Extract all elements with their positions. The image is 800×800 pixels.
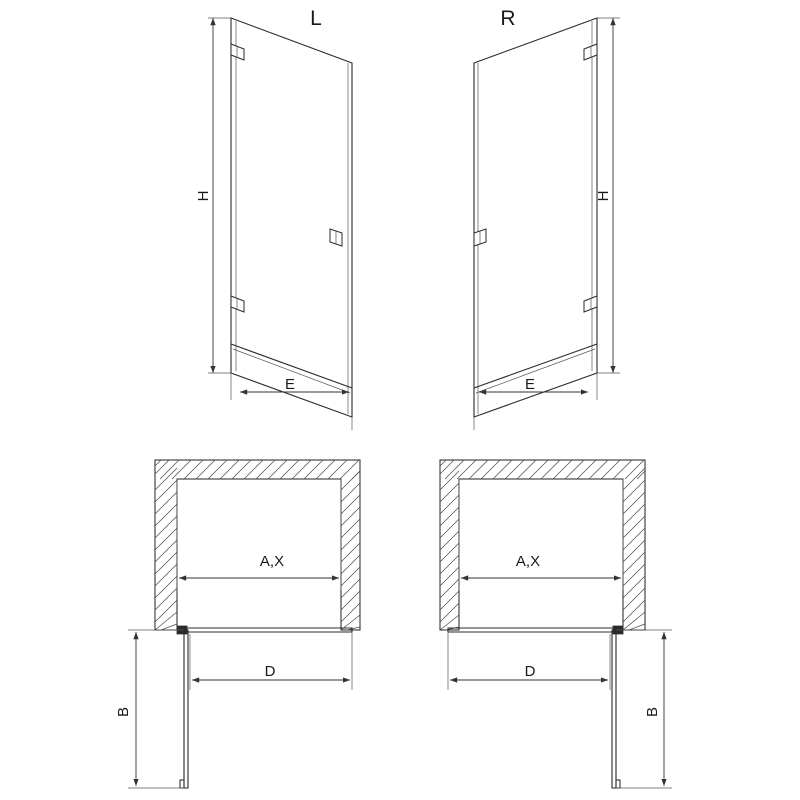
right-plan-door-dimension xyxy=(448,632,610,690)
right-variant-label: R xyxy=(500,7,516,30)
left-variant-label: L xyxy=(310,7,322,30)
left-plan-wall-outline xyxy=(155,460,360,630)
left-top-hinge-icon xyxy=(231,44,244,60)
left-height-label: H xyxy=(195,190,212,202)
left-plan-open-door-leaf xyxy=(184,630,188,788)
right-plan-opening-dimension xyxy=(459,479,623,590)
left-plan-wall-hatch xyxy=(155,460,360,630)
right-plan-swing-label: B xyxy=(644,706,661,718)
plan-left-view xyxy=(115,460,360,788)
left-plan-swing-dimension xyxy=(115,630,184,788)
left-plan-swing-label: B xyxy=(115,706,132,718)
left-bottom-hinge-icon xyxy=(231,296,244,312)
left-plan-door-dimension xyxy=(190,632,352,690)
elevation-left-view xyxy=(195,7,352,430)
right-plan-door-panel xyxy=(448,628,614,632)
left-plan-door-label: D xyxy=(264,663,276,680)
right-plan-wall-hatch xyxy=(440,460,645,630)
right-height-dimension xyxy=(595,18,620,373)
right-height-label: H xyxy=(595,190,612,202)
left-plan-door-panel xyxy=(186,628,352,632)
right-plan-swing-dimension xyxy=(616,630,672,788)
right-bottom-rail-top xyxy=(474,344,597,388)
elevation-right-view xyxy=(474,7,620,430)
right-plan-door-label: D xyxy=(524,663,536,680)
left-plan-opening-dimension xyxy=(177,479,341,590)
right-bottom-hinge-icon xyxy=(584,296,597,312)
right-plan-wall-outline xyxy=(440,460,645,630)
right-plan-opening-label: A,X xyxy=(515,553,541,570)
right-bottom-rail-inner xyxy=(476,349,595,393)
plan-right-view xyxy=(440,460,672,788)
left-handle-icon xyxy=(330,229,342,246)
right-glass-panel xyxy=(474,18,597,417)
left-plan-open-door-handle xyxy=(180,780,184,788)
right-handle-icon xyxy=(474,229,486,246)
left-width-label: E xyxy=(284,376,296,393)
right-width-label: E xyxy=(524,376,536,393)
right-top-hinge-icon xyxy=(584,44,597,60)
right-plan-open-door-handle xyxy=(616,780,620,788)
left-plan-opening-label: A,X xyxy=(259,553,285,570)
left-height-dimension xyxy=(195,18,231,373)
right-plan-open-door-leaf xyxy=(612,630,616,788)
left-glass-panel xyxy=(231,18,352,417)
